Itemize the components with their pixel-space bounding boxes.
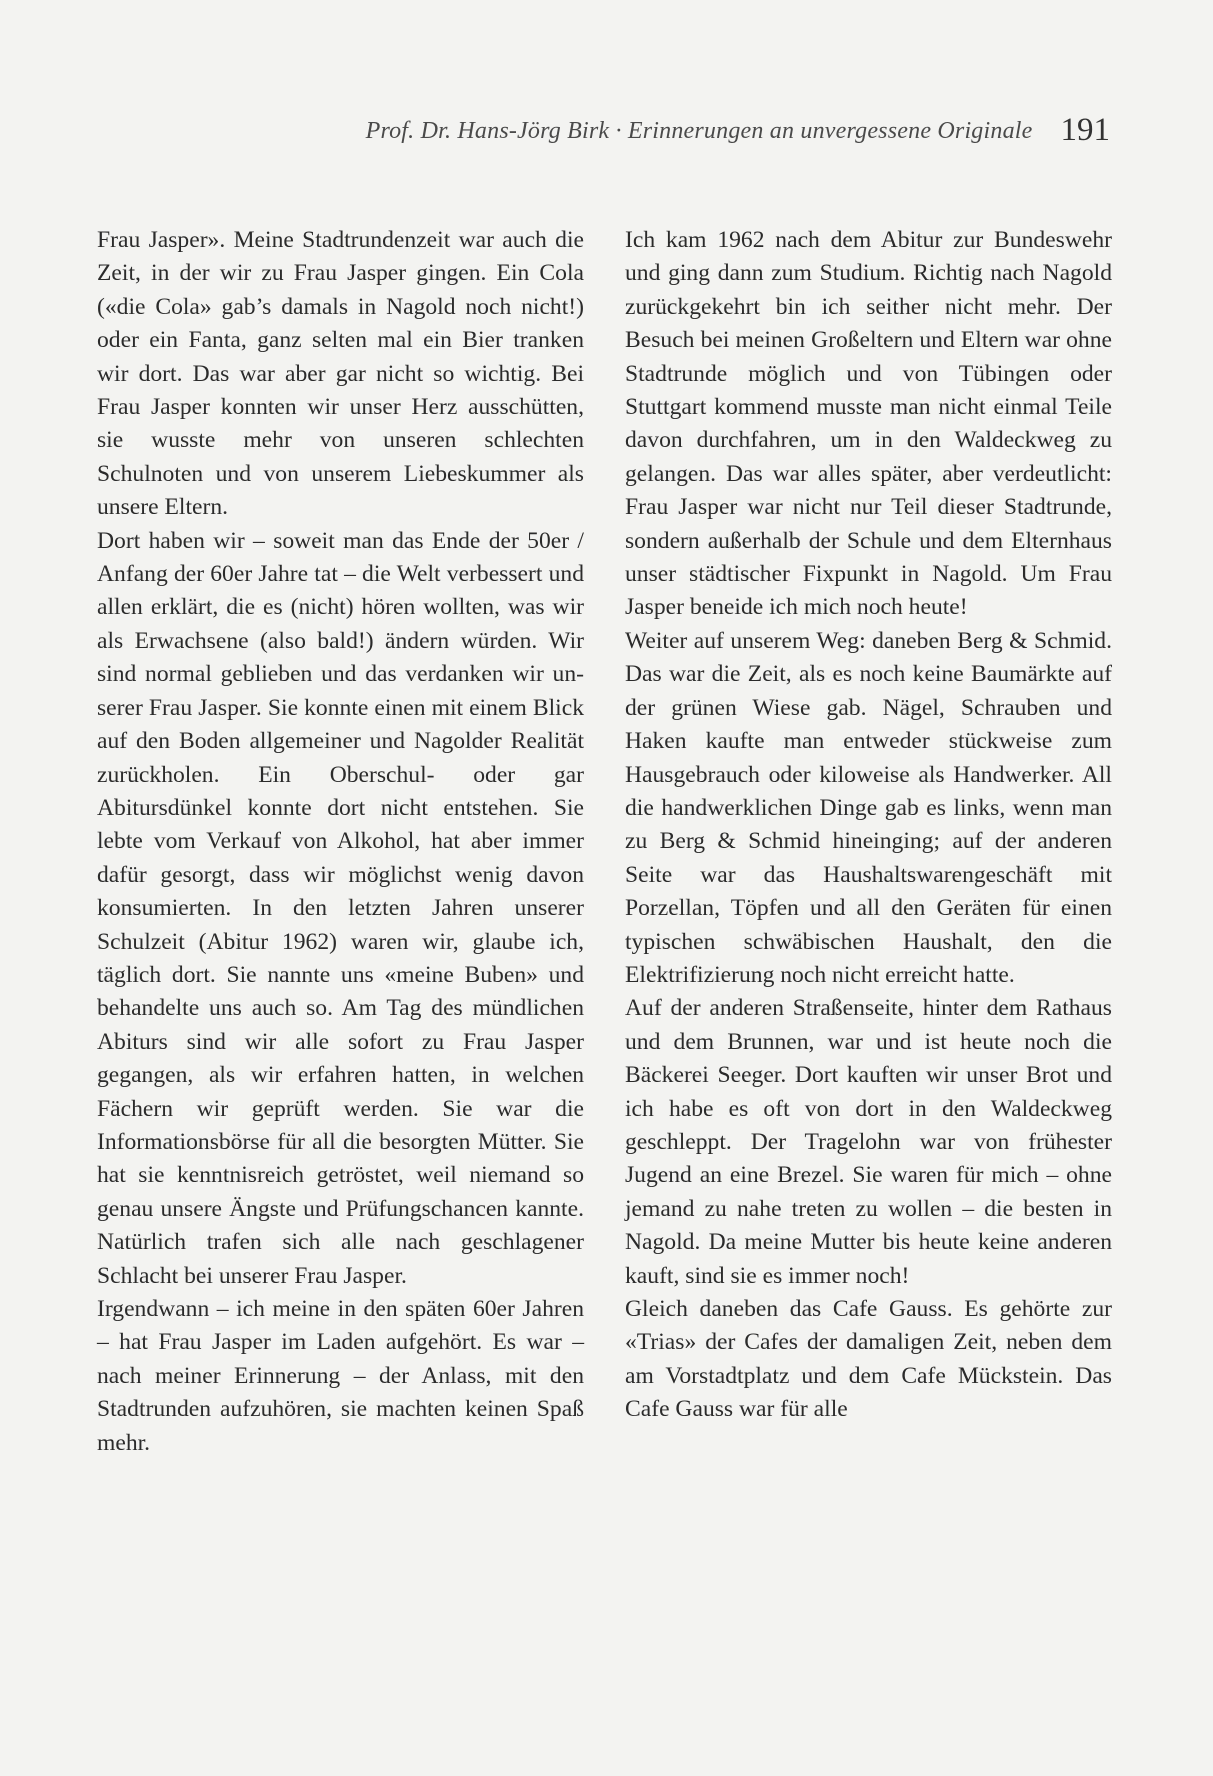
paragraph: Irgendwann – ich meine in den späten 60er Jahren – hat Frau Jasper im Laden aufgehört. Es war – nach meiner Erinnerung – der Anlass, mit den Stadtrunden aufzuhören, sie machten keinen Spaß mehr. <box>97 1296 584 1456</box>
paragraph: Frau Jasper». Meine Stadtrundenzeit war auch die Zeit, in der wir zu Frau Jasper gingen. Ein Cola («die Cola» gab’s damals in Nagold noch nicht!) oder ein Fanta, ganz selten mal ein Bier tranken wir dort. Das war aber gar nicht so wichtig. Bei Frau Jasper konnten wir unser Herz ausschütten, sie wusste mehr von unseren schlechten Schulnoten und von unserem Liebeskummer als unsere Eltern. <box>97 227 584 521</box>
page-header <box>0 112 1110 149</box>
page-number: 191 <box>1060 112 1110 148</box>
paragraph: Auf der anderen Straßenseite, hinter dem Rathaus und dem Brunnen, war und ist heute noch die Bäckerei Seeger. Dort kauften wir unser Brot und ich habe es oft von dort in den Waldeckweg geschleppt. Der Tragelohn war von frühester Jugend an eine Brezel. Sie waren für mich – ohne jemand zu nahe treten zu wollen – die besten in Nagold. Da meine Mutter bis heute keine anderen kauft, sind sie es immer noch! <box>625 995 1112 1289</box>
left-column <box>97 224 584 1460</box>
paragraph: Weiter auf unserem Weg: daneben Berg & Schmid. Das war die Zeit, als es noch keine Baumärkte auf der grünen Wiese gab. Nägel, Schrauben und Haken kaufte man entweder stückweise zum Hausgebrauch oder kiloweise als Handwerker. All die handwerklichen Dinge gab es links, wenn man zu Berg & Schmid hineinging; auf der anderen Seite war das Haushaltswarengeschäft mit Porzellan, Töpfen und all den Geräten für einen typischen schwäbischen Haushalt, den die Elektrifizierung noch nicht erreicht hatte. <box>625 627 1112 988</box>
running-title: Prof. Dr. Hans-Jörg Birk · Erinnerungen an unvergessene Originale <box>365 118 1033 144</box>
paragraph: Dort haben wir – soweit man das Ende der 50er / Anfang der 60er Jahre tat – die Welt verbessert und allen erklärt, die es (nicht) hören wollten, was wir als Erwachsene (also bald!) ändern würden. Wir sind normal geblieben und das verdanken wir unserer Frau Jasper. Sie konnte einen mit einem Blick auf den Boden allgemeiner und Nagolder Realität zurückholen. Ein Oberschul- oder gar Abitursdünkel konnte dort nicht entstehen. Sie lebte vom Verkauf von Alkohol, hat aber immer dafür gesorgt, dass wir möglichst wenig davon konsumierten. In den letzten Jahren unserer Schulzeit (Abitur 1962) waren wir, glaube ich, täglich dort. Sie nannte uns «meine Buben» und behandelte uns auch so. Am Tag des mündlichen Abiturs sind wir alle sofort zu Frau Jasper gegangen, als wir erfahren hatten, in welchen Fächern wir geprüft werden. Sie war die Informationsbörse für all die besorgten Mütter. Sie hat sie kenntnisreich getröstet, weil niemand so genau unsere Ängste und Prüfungschancen kannte. Natürlich trafen sich alle nach geschlagener Schlacht bei unserer Frau Jasper. <box>97 527 584 1289</box>
paragraph: Gleich daneben das Cafe Gauss. Es gehörte zur «Trias» der Cafes der damaligen Zeit, neben dem am Vorstadtplatz und dem Cafe Mückstein. Das Cafe Gauss war für alle <box>625 1296 1112 1423</box>
paragraph: Ich kam 1962 nach dem Abitur zur Bundeswehr und ging dann zum Studium. Richtig nach Nagold zurückgekehrt bin ich seither nicht mehr. Der Besuch bei meinen Großeltern und Eltern war ohne Stadtrunde möglich und von Tübingen oder Stuttgart kommend musste man nicht einmal Teile davon durchfahren, um in den Waldeckweg zu gelangen. Das war alles später, aber verdeutlicht: Frau Jasper war nicht nur Teil dieser Stadtrunde, sondern außerhalb der Schule und dem Elternhaus unser städtischer Fixpunkt in Nagold. Um Frau Jasper beneide ich mich noch heute! <box>625 227 1112 621</box>
right-column <box>625 224 1112 1427</box>
